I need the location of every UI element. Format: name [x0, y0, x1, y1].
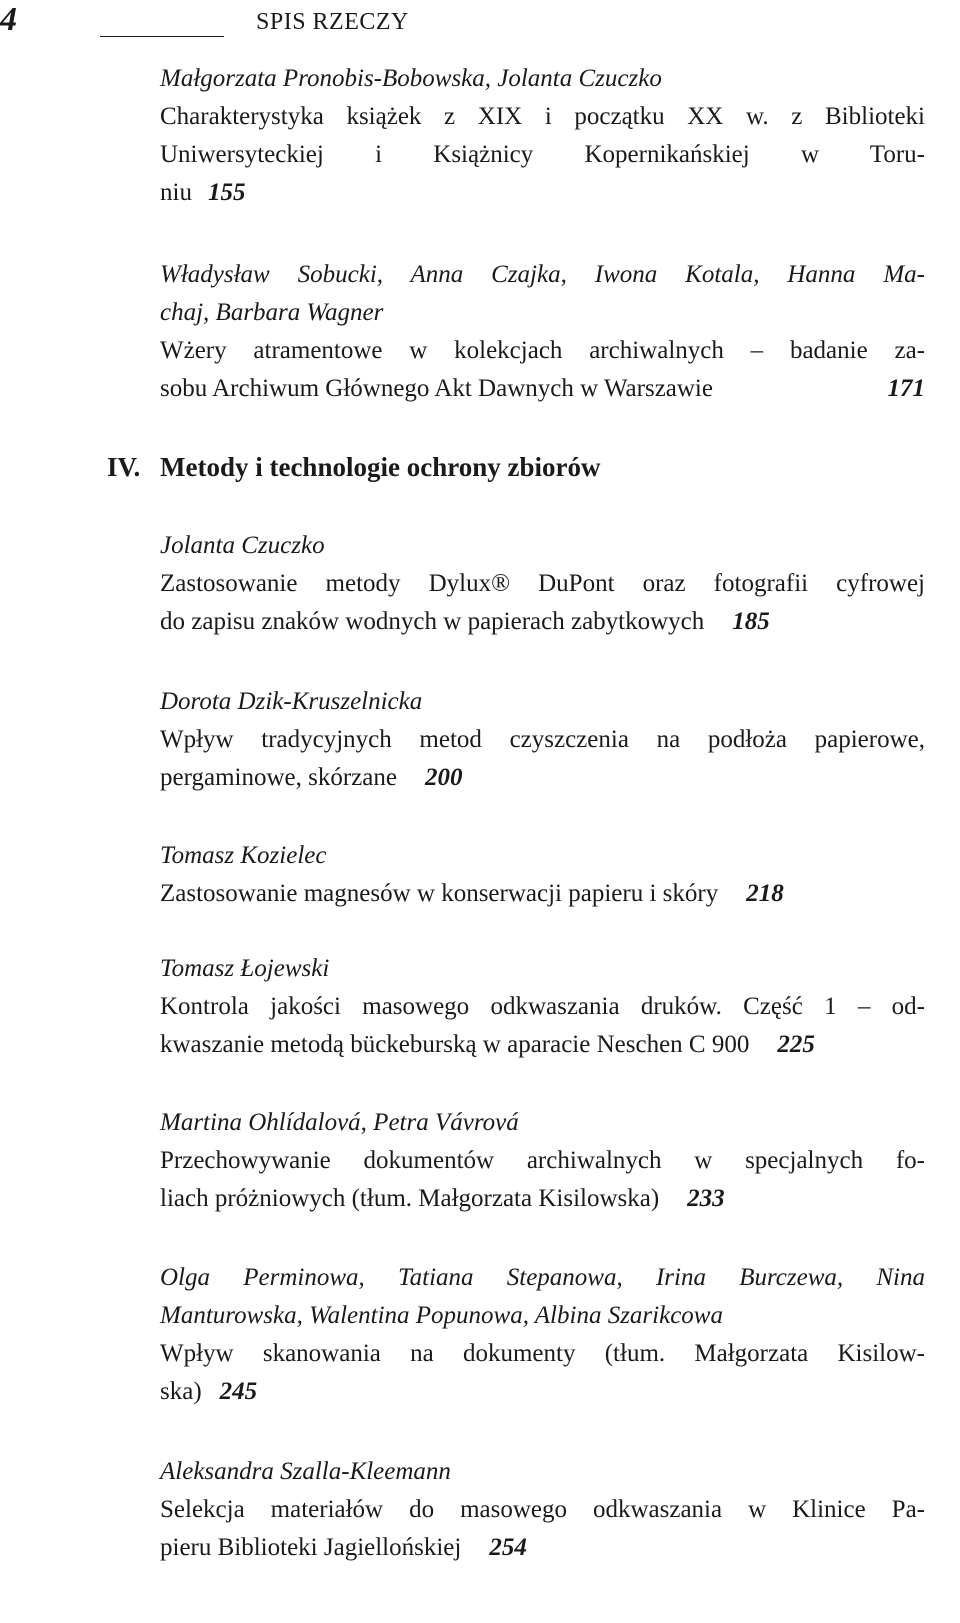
- entry-page-number[interactable]: 185: [732, 608, 770, 635]
- entry-title-line: Zastosowanie magnesów w konserwacji papieru i skóry: [160, 880, 719, 907]
- entry-author: Dorota Dzik-Kruszelnicka: [160, 688, 423, 715]
- entry-title-line: Zastosowanie metody Dylux® DuPont oraz fotografii cyfrowej: [160, 570, 925, 597]
- entry-title-line: Kontrola jakości masowego odkwaszania druków. Część 1 – od-: [160, 993, 925, 1020]
- entry-author: Małgorzata Pronobis-Bobowska, Jolanta Czuczko: [160, 65, 662, 92]
- entry-title-line: Wpływ skanowania na dokumenty (tłum. Małgorzata Kisilow-: [160, 1340, 925, 1367]
- entry-page-number[interactable]: 171: [887, 375, 925, 402]
- entry-title-line: do zapisu znaków wodnych w papierach zabytkowych: [160, 608, 705, 635]
- entry-author: Władysław Sobucki, Anna Czajka, Iwona Kotala, Hanna Ma-: [160, 261, 925, 288]
- entry-title-line: sobu Archiwum Głównego Akt Dawnych w Warszawie: [160, 375, 713, 402]
- entry-title-line: liach próżniowych (tłum. Małgorzata Kisilowska): [160, 1185, 660, 1212]
- section-title: Metody i technologie ochrony zbiorów: [160, 452, 601, 482]
- page-number: 4: [0, 1, 17, 38]
- header-rule: [100, 36, 224, 37]
- toc-entry: [160, 1259, 925, 1411]
- entry-page-number[interactable]: 218: [746, 880, 784, 907]
- entry-title-line: niu: [160, 179, 192, 206]
- entry-page-number[interactable]: 225: [777, 1031, 815, 1058]
- entry-title-line: Wżery atramentowe w kolekcjach archiwalnych – badanie za-: [160, 337, 925, 364]
- entry-title-line: Uniwersyteckiej i Książnicy Kopernikańskiej w Toru-: [160, 141, 925, 168]
- toc-entry: [160, 256, 925, 408]
- entry-author: Tomasz Łojewski: [160, 955, 330, 982]
- entry-page-number[interactable]: 155: [207, 179, 246, 206]
- toc-entry: [160, 60, 925, 212]
- entry-title-line: Wpływ tradycyjnych metod czyszczenia na podłoża papierowe,: [160, 726, 925, 753]
- toc-entry: [160, 837, 925, 913]
- entry-title-line: Selekcja materiałów do masowego odkwaszania w Klinice Pa-: [160, 1496, 925, 1523]
- entry-author: Martina Ohlídalová, Petra Vávrová: [160, 1109, 519, 1136]
- entry-page-number[interactable]: 245: [219, 1378, 258, 1405]
- toc-entry: [160, 683, 925, 797]
- entry-author: chaj, Barbara Wagner: [160, 299, 384, 326]
- toc-entry: [160, 1104, 925, 1218]
- entry-author: Jolanta Czuczko: [160, 532, 325, 559]
- entry-author: Aleksandra Szalla-Kleemann: [160, 1458, 451, 1485]
- entry-author: Manturowska, Walentina Popunowa, Albina Szarikcowa: [160, 1302, 723, 1329]
- entry-title-line: ska): [160, 1378, 202, 1405]
- entry-title-line: pieru Biblioteki Jagiellońskiej: [160, 1534, 462, 1561]
- toc-entry: [160, 950, 925, 1064]
- entry-title-line: Charakterystyka książek z XIX i początku XX w. z Biblioteki: [160, 103, 925, 130]
- entry-author: Olga Perminowa, Tatiana Stepanowa, Irina Burczewa, Nina: [160, 1264, 925, 1291]
- section-heading: [107, 448, 600, 486]
- entry-title-line: pergaminowe, skórzane: [160, 764, 397, 791]
- entry-page-number[interactable]: 200: [424, 764, 463, 791]
- entry-page-number[interactable]: 254: [489, 1534, 527, 1561]
- entry-author: Tomasz Kozielec: [160, 842, 327, 869]
- section-number: IV.: [107, 452, 141, 482]
- toc-entry: [160, 527, 925, 641]
- entry-page-number[interactable]: 233: [687, 1185, 725, 1212]
- toc-entry: [160, 1453, 925, 1567]
- running-header: SPIS RZECZY: [256, 9, 409, 35]
- entry-title-line: kwaszanie metodą bückeburską w aparacie Neschen C 900: [160, 1031, 750, 1058]
- entry-title-line: Przechowywanie dokumentów archiwalnych w specjalnych fo-: [160, 1147, 925, 1174]
